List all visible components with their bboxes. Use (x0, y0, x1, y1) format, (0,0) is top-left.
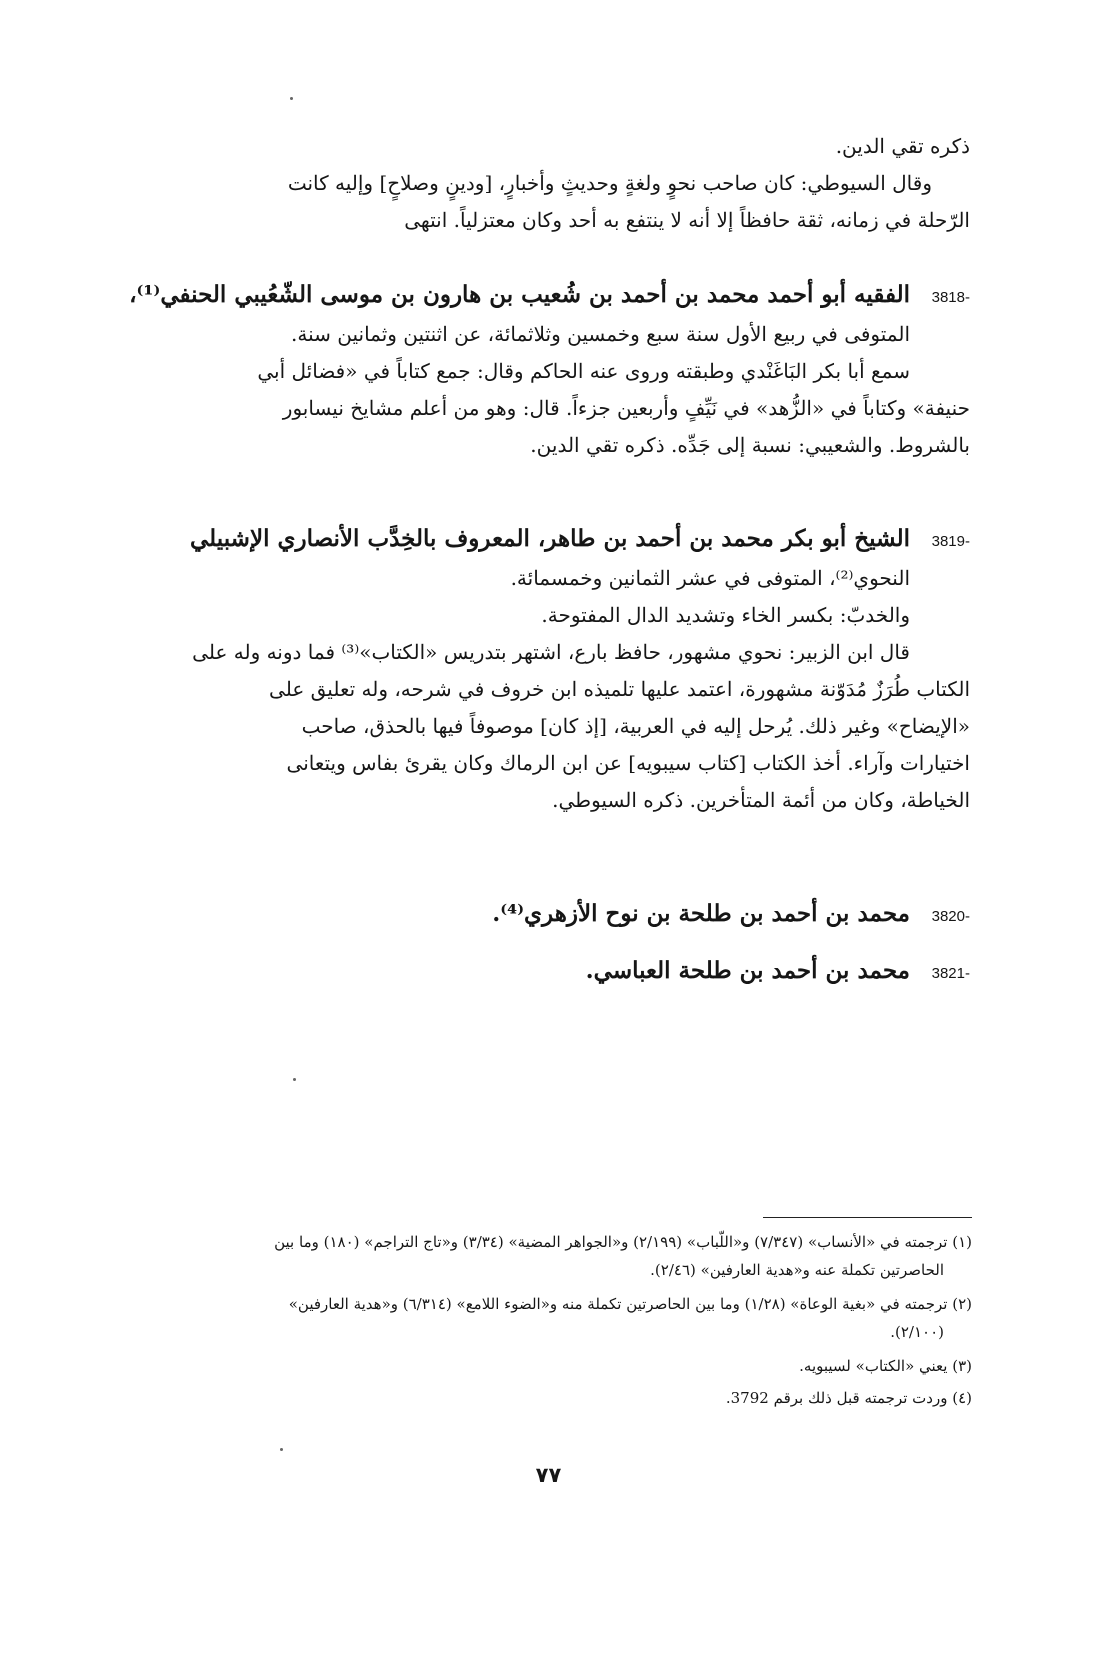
entry-3820 (100, 895, 970, 935)
entry-heading (100, 276, 970, 316)
footnote-line: (٣) يعني «الكتاب» لسيبويه. (799, 1357, 972, 1375)
entry-number: 3819- (931, 533, 970, 550)
footnote-line: (٤) وردت ترجمته قبل ذلك برقم 3792. (725, 1389, 972, 1407)
text-line: «الإيضاح» وغير ذلك. يُرحل إليه في العربية، [إذ كان] موصوفاً فيها بالحذق، صاحب (301, 714, 970, 738)
text-line: والخدبّ: بكسر الخاء وتشديد الدال المفتوحة. (541, 603, 910, 627)
footnote-separator (763, 1217, 972, 1218)
entry-number: 3818- (931, 289, 970, 306)
entry-3819 (100, 520, 970, 819)
scan-speck (290, 97, 293, 100)
text-line: قال ابن الزبير: نحوي مشهور، حافظ بارع، اشتهر بتدريس «الكتاب»⁽³⁾ فما دونه وله على (192, 640, 910, 664)
entry-3821 (100, 952, 970, 992)
text-line: الكتاب طُرَزٌ مُدَوّنة مشهورة، اعتمد عليها تلميذه ابن خروف في شرحه، وله تعليق على (269, 677, 970, 701)
entry-title: محمد بن أحمد بن طلحة العباسي. (585, 957, 910, 984)
entry-title: الفقيه أبو أحمد محمد بن أحمد بن شُعيب بن هارون بن موسى الشّعُيبي الحنفي⁽¹⁾، (129, 281, 910, 308)
text-line: بالشروط. والشعيبي: نسبة إلى جَدِّه. ذكره تقي الدين. (530, 433, 970, 457)
footnote-line: (٢/١٠٠). (890, 1323, 944, 1341)
text-line: النحوي⁽²⁾، المتوفى في عشر الثمانين وخمسمائة. (510, 566, 910, 590)
scan-speck (280, 1448, 283, 1451)
text-line: اختيارات وآراء. أخذ الكتاب [كتاب سيبويه] عن ابن الرماك وكان يقرئ بفاس ويتعانى (286, 751, 970, 775)
text-line: حنيفة» وكتاباً في «الزُّهد» في نَيِّفٍ وأربعين جزءاً. قال: وهو من أعلم مشايخ نيسابور (282, 396, 970, 420)
entry-title: الشيخ أبو بكر محمد بن أحمد بن طاهر، المعروف بالخِدَّب الأنصاري الإشبيلي (190, 525, 910, 552)
entry-title: محمد بن أحمد بن طلحة بن نوح الأزهري⁽⁴⁾. (492, 900, 910, 927)
text-line: سمع أبا بكر البَاغَنْدي وطبقته وروى عنه الحاكم وقال: جمع كتاباً في «فضائل أبي (257, 359, 910, 383)
scan-speck (293, 1078, 296, 1081)
footnote-line: (٢) ترجمته في «بغية الوعاة» (١/٢٨) وما بين الحاصرتين تكملة منه و«الضوء اللامع» (٦/٣١٤) و«هدية العارفين» (288, 1295, 972, 1313)
text-line: وقال السيوطي: كان صاحب نحوٍ ولغةٍ وحديثٍ وأخبارٍ، [ودينٍ وصلاحٍ] وإليه كانت (287, 171, 932, 195)
entry-number: 3821- (931, 965, 970, 982)
page-number: ٧٧ (535, 1463, 562, 1487)
footnote-line: الحاصرتين تكملة عنه و«هدية العارفين» (٢/٤٦). (650, 1261, 944, 1279)
footnote-line: (١) ترجمته في «الأنساب» (٧/٣٤٧) و«اللّباب» (٢/١٩٩) و«الجواهر المضية» (٣/٣٤) و«تاج التراجم» (١٨٠) وما بين (274, 1233, 972, 1251)
text-line: الخياطة، وكان من أئمة المتأخرين. ذكره السيوطي. (552, 788, 970, 812)
text-line: الرّحلة في زمانه، ثقة حافظاً إلا أنه لا ينتفع به أحد وكان معتزلياً. انتهى (404, 208, 970, 232)
entry-heading (100, 895, 970, 935)
entry-3818 (100, 276, 970, 464)
text-line: المتوفى في ربيع الأول سنة سبع وخمسين وثلاثمائة، عن اثنتين وثمانين سنة. (291, 322, 910, 346)
text-line: ذكره تقي الدين. (835, 134, 970, 158)
footnotes (100, 1228, 972, 1412)
entry-number: 3820- (931, 908, 970, 925)
entry-heading (100, 952, 970, 992)
intro-text (100, 128, 970, 239)
entry-heading (100, 520, 970, 560)
